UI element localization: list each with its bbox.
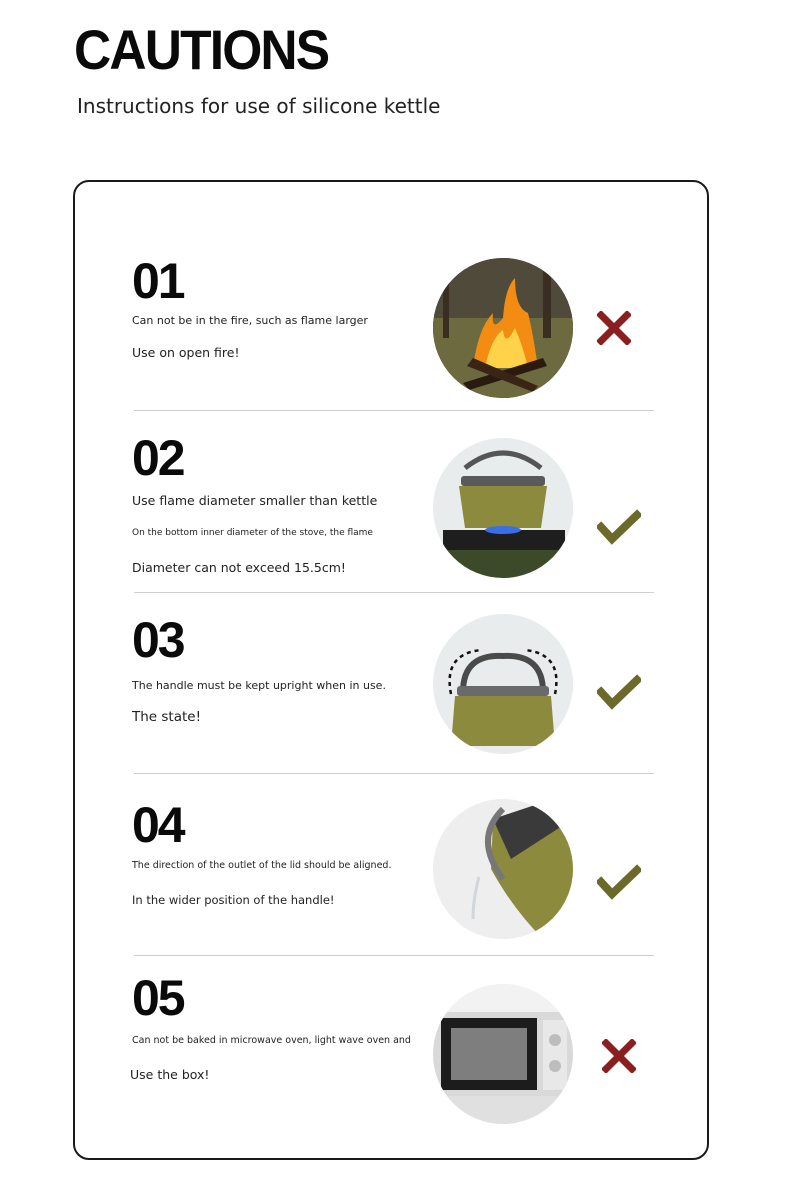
item-text-line: Diameter can not exceed 15.5cm! [132,560,346,575]
item-number: 05 [132,970,184,1026]
divider [134,773,654,774]
divider [134,955,654,956]
check-icon [597,509,641,545]
cross-icon [597,311,631,345]
item-text-line: Use the box! [130,1067,210,1082]
cross-icon [602,1039,636,1073]
check-icon [597,674,641,710]
item-text-line: Use on open fire! [132,345,240,360]
item-number: 01 [132,253,184,309]
item-text-line: Can not be baked in microwave oven, light wave oven and [132,1035,411,1046]
item-text-line: The state! [132,709,202,725]
divider [134,592,654,593]
item-text-line: Use flame diameter smaller than kettle [132,493,378,508]
item-text-line: The handle must be kept upright when in use. [132,679,386,692]
campfire-photo [433,258,573,398]
check-icon [597,864,641,900]
microwave-oven-photo [433,984,573,1124]
page-subtitle: Instructions for use of silicone kettle [77,94,441,118]
kettle-on-gas-stove-photo [433,438,573,578]
item-text-line: In the wider position of the handle! [132,893,335,907]
item-text-line: Can not be in the fire, such as flame larger [132,314,368,327]
divider [134,410,654,411]
item-number: 03 [132,612,184,668]
item-text-line: The direction of the outlet of the lid should be aligned. [132,860,392,871]
item-number: 02 [132,430,184,486]
item-text-line: On the bottom inner diameter of the stove, the flame [132,528,373,538]
item-number: 04 [132,797,184,853]
kettle-upright-handle-photo [433,614,573,754]
page-title: CAUTIONS [74,18,329,81]
kettle-pouring-photo [433,799,573,939]
